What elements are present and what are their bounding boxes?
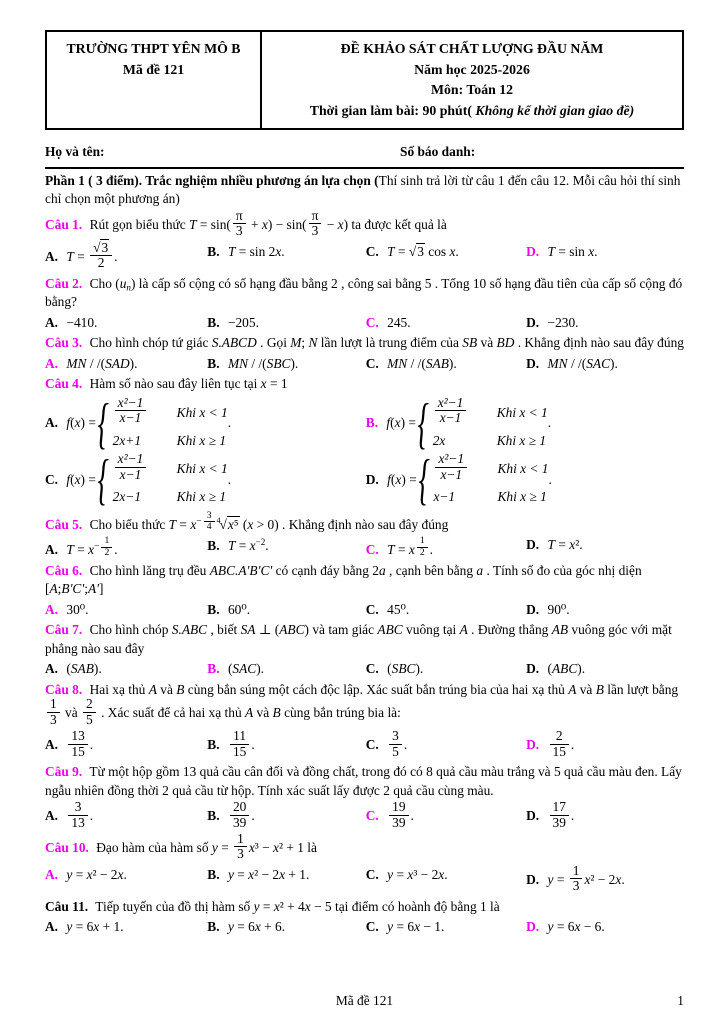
question-number: Câu 1. bbox=[45, 216, 83, 232]
option-A bbox=[45, 660, 207, 679]
option-D bbox=[526, 862, 684, 896]
page-footer bbox=[45, 992, 684, 1011]
option-A bbox=[45, 866, 207, 896]
option-formula: y = 6x + 1. bbox=[66, 919, 124, 935]
option-B bbox=[207, 601, 365, 620]
option-letter: A. bbox=[45, 355, 59, 371]
school-block bbox=[47, 32, 262, 128]
question-statement bbox=[45, 681, 684, 729]
option-formula: T = sin x. bbox=[547, 243, 598, 259]
option-formula: T = sin 2x. bbox=[227, 243, 285, 259]
option-D bbox=[526, 243, 684, 273]
question-number: Câu 5. bbox=[45, 516, 83, 532]
option-C bbox=[366, 314, 526, 333]
option-C bbox=[366, 601, 526, 620]
question-number: Câu 11. bbox=[45, 898, 89, 914]
option-letter: D. bbox=[526, 537, 540, 553]
option-letter: C. bbox=[365, 601, 379, 617]
option-B bbox=[207, 536, 365, 559]
option-letter: D. bbox=[526, 243, 540, 259]
question-5 bbox=[45, 511, 684, 560]
option-A bbox=[45, 239, 207, 273]
question-6 bbox=[45, 562, 684, 620]
option-formula: 90⁰. bbox=[547, 601, 570, 617]
option-letter: C. bbox=[45, 471, 59, 487]
option-letter: A. bbox=[45, 542, 59, 558]
option-B bbox=[207, 243, 365, 273]
question-statement bbox=[45, 831, 684, 864]
option-formula: y = $\frac{1}{3}$ x² − 2x. bbox=[547, 862, 625, 894]
question-statement bbox=[45, 334, 684, 353]
option-letter: C. bbox=[365, 661, 379, 677]
question-8 bbox=[45, 681, 684, 761]
option-letter: D. bbox=[526, 737, 540, 753]
option-letter: C. bbox=[365, 243, 379, 259]
options bbox=[45, 536, 684, 559]
student-id-label: Số báo danh: bbox=[400, 143, 476, 159]
option-letter: B. bbox=[207, 737, 220, 753]
option-formula: (SAB). bbox=[66, 661, 102, 677]
option-formula: y = 6x − 6. bbox=[547, 919, 605, 935]
options bbox=[45, 355, 684, 374]
option-formula: $\frac{2}{15}$ . bbox=[548, 737, 575, 752]
option-letter: B. bbox=[207, 919, 220, 935]
option-formula: f(x) = { $\frac{\text{x²−1}}{x-1}$ Khi x < 1 x−1 Khi x ≥ 1 . bbox=[387, 449, 552, 512]
part1-heading-bold: Phần 1 ( 3 điểm). Trắc nghiệm nhiều phương án lựa chọn ( bbox=[45, 172, 379, 188]
question-statement bbox=[45, 621, 684, 658]
exam-header bbox=[45, 30, 684, 130]
option-A bbox=[45, 601, 207, 620]
option-letter: B. bbox=[207, 538, 220, 554]
questions-list bbox=[45, 207, 684, 937]
option-formula: −410. bbox=[66, 314, 98, 330]
options bbox=[45, 392, 684, 512]
options bbox=[45, 862, 684, 896]
question-text: Hai xạ thủ A và B cùng bắn súng một cách độc lập. Xác suất bắn trúng bia của hai xạ thủ A và B lần lượt bằng $\frac{1}{3}$ và $\frac{2}{5}$ . Xác suất để cả hai xạ thủ A và B cùng bắn trúng bia là: bbox=[45, 682, 678, 721]
question-text: Hàm số nào sau đây liên tục tại x = 1 bbox=[89, 376, 288, 392]
option-letter: A. bbox=[45, 737, 59, 753]
option-formula: y = x³ − 2x. bbox=[387, 866, 448, 882]
question-statement bbox=[45, 763, 684, 800]
option-formula: MN / /(SBC). bbox=[227, 355, 299, 371]
option-C bbox=[366, 866, 526, 896]
question-number: Câu 9. bbox=[45, 764, 83, 780]
option-formula: (SAC). bbox=[227, 661, 265, 677]
option-formula: MN / /(SAB). bbox=[387, 355, 457, 371]
exam-title: ĐỀ KHẢO SÁT CHẤT LƯỢNG ĐẦU NĂM bbox=[340, 41, 604, 56]
question-text: Cho biểu thức $T = x^{- \frac{3}{4}}$ $^4$√x⁵ (x > 0) . Khẳng định nào sau đây đúng bbox=[89, 509, 449, 533]
option-D bbox=[526, 355, 684, 374]
question-number: Câu 7. bbox=[45, 622, 83, 638]
option-letter: D. bbox=[365, 471, 379, 487]
question-3 bbox=[45, 334, 684, 373]
header-divider bbox=[45, 167, 684, 169]
footer-page-number: 1 bbox=[677, 992, 684, 1008]
subject: Môn: Toán 12 bbox=[430, 82, 514, 98]
option-A bbox=[45, 918, 207, 937]
duration-line bbox=[268, 101, 676, 122]
school-year: Năm học 2025-2026 bbox=[414, 61, 530, 77]
option-A bbox=[45, 314, 207, 333]
option-formula: $T = x^{- \frac{1}{2}}$ . bbox=[66, 535, 118, 558]
option-C bbox=[366, 355, 526, 374]
question-2 bbox=[45, 275, 684, 333]
option-formula: y = 6x − 1. bbox=[387, 919, 445, 935]
option-formula: MN / /(SAD). bbox=[66, 355, 138, 371]
option-formula: MN / /(SAC). bbox=[547, 355, 618, 371]
option-B bbox=[207, 918, 365, 937]
options bbox=[45, 239, 684, 273]
option-letter: C. bbox=[365, 314, 379, 330]
question-text: Rút gọn biểu thức T = sin( $\frac{\pi}{3}$ + x) − sin( $\frac{\pi}{3}$ − x) ta được kết quả là bbox=[89, 207, 447, 239]
option-D bbox=[526, 728, 684, 761]
question-1 bbox=[45, 207, 684, 273]
question-text: Cho hình chóp S.ABC , biết SA ⊥ (ABC) và tam giác ABC vuông tại A . Đường thẳng AB vuông góc với mặt phẳng nào sau đây bbox=[45, 622, 672, 656]
option-letter: C. bbox=[365, 808, 379, 824]
option-D bbox=[526, 918, 684, 937]
option-formula: $\frac{20}{39}$ . bbox=[228, 808, 255, 823]
question-number: Câu 4. bbox=[45, 376, 83, 392]
option-formula: $\frac{11}{15}$ . bbox=[228, 737, 255, 752]
option-letter: B. bbox=[207, 601, 220, 617]
option-letter: C. bbox=[365, 737, 379, 753]
option-letter: C. bbox=[365, 355, 379, 371]
options bbox=[45, 728, 684, 761]
option-A bbox=[45, 728, 207, 761]
option-A bbox=[45, 536, 207, 559]
option-A bbox=[45, 392, 366, 455]
option-letter: C. bbox=[365, 542, 379, 558]
question-number: Câu 3. bbox=[45, 335, 83, 351]
option-formula: −230. bbox=[547, 314, 579, 330]
options bbox=[45, 314, 684, 333]
option-formula: y = x² − 2x + 1. bbox=[227, 866, 310, 882]
question-9 bbox=[45, 763, 684, 832]
option-letter: D. bbox=[526, 919, 540, 935]
question-text: Đạo hàm của hàm số y = $\frac{1}{3}$ x³ − x² + 1 là bbox=[96, 831, 317, 862]
option-letter: B. bbox=[207, 808, 220, 824]
option-A bbox=[45, 355, 207, 374]
question-number: Câu 8. bbox=[45, 681, 83, 697]
question-text: Từ một hộp gồm 13 quả cầu cân đối và đồng chất, trong đó có 8 quả cầu màu trắng và 5 quả cầu màu đen. Lấy ngẫu nhiên đồng thời 2 quả cầu từ hộp. Tính xác suất lấy được 2 quả cầu cùng màu. bbox=[45, 764, 682, 798]
option-formula: (SBC). bbox=[387, 661, 424, 677]
option-formula: y = x² − 2x. bbox=[66, 866, 127, 882]
option-letter: C. bbox=[365, 866, 379, 882]
option-formula: y = 6x + 6. bbox=[227, 919, 286, 935]
options bbox=[45, 660, 684, 679]
option-letter: B. bbox=[207, 314, 220, 330]
option-formula: $\frac{3}{5}$ . bbox=[387, 737, 407, 752]
option-B bbox=[365, 392, 684, 455]
option-D bbox=[526, 314, 684, 333]
option-formula: $\frac{3}{13}$ . bbox=[66, 808, 93, 823]
exam-title-block bbox=[262, 32, 682, 128]
option-formula: 245. bbox=[387, 314, 411, 330]
option-formula: $\frac{19}{39}$ . bbox=[387, 808, 414, 823]
option-C bbox=[366, 536, 526, 559]
option-formula: f(x) = { $\frac{\text{x²−1}}{x-1}$ Khi x < 1 2x−1 Khi x ≥ 1 . bbox=[66, 449, 232, 512]
option-letter: B. bbox=[207, 866, 220, 882]
option-letter: D. bbox=[526, 355, 540, 371]
option-C bbox=[365, 799, 526, 832]
question-text: Cho hình lăng trụ đều ABC.A'B'C' có cạnh đáy bằng 2a , cạnh bên bằng a . Tính số đo của góc nhị diện [A;B'C';A'] bbox=[45, 562, 642, 597]
option-letter: A. bbox=[45, 601, 59, 617]
question-number: Câu 10. bbox=[45, 840, 89, 856]
option-C bbox=[366, 243, 526, 273]
option-formula: $T = x^{-2}$. bbox=[227, 537, 269, 554]
question-number: Câu 2. bbox=[45, 275, 83, 291]
option-C bbox=[366, 918, 526, 937]
option-letter: B. bbox=[207, 243, 220, 259]
option-letter: D. bbox=[526, 808, 540, 824]
option-letter: A. bbox=[45, 248, 59, 264]
option-letter: B. bbox=[207, 661, 220, 677]
question-statement bbox=[45, 562, 684, 599]
option-letter: A. bbox=[45, 661, 59, 677]
option-letter: D. bbox=[526, 661, 540, 677]
option-formula: −205. bbox=[227, 314, 259, 330]
option-D bbox=[365, 449, 684, 512]
option-formula: $\frac{13}{15}$ . bbox=[66, 737, 93, 752]
options bbox=[45, 918, 684, 937]
option-formula: T = √3 cos x. bbox=[387, 243, 459, 259]
options bbox=[45, 799, 684, 832]
option-letter: A. bbox=[45, 866, 59, 882]
option-formula: T = x $^{\frac{1}{2}}$ . bbox=[387, 535, 433, 558]
question-text: Cho $(u_n)$ là cấp số cộng có số hạng đầu bằng 2 , công sai bằng 5 . Tổng 10 số hạng đầu tiên của cấp số cộng đó bằng? bbox=[45, 275, 683, 310]
option-letter: A. bbox=[45, 808, 59, 824]
option-C bbox=[365, 728, 526, 761]
option-B bbox=[207, 355, 365, 374]
option-letter: A. bbox=[45, 415, 59, 431]
option-D bbox=[526, 536, 684, 559]
option-letter: D. bbox=[526, 872, 540, 887]
option-C bbox=[45, 449, 366, 512]
option-B bbox=[207, 866, 365, 896]
option-formula: f(x) = { $\frac{\text{x²−1}}{x-1}$ Khi x < 1 2x+1 Khi x ≥ 1 . bbox=[66, 392, 232, 455]
option-formula: T = $\frac{√3}{2}$ . bbox=[66, 239, 118, 271]
option-D bbox=[526, 799, 684, 832]
option-formula: T = x². bbox=[547, 537, 583, 553]
student-name-label: Họ và tên: bbox=[45, 143, 105, 159]
duration-text: Thời gian làm bài: 90 phút( bbox=[309, 103, 472, 119]
option-formula: (ABC). bbox=[547, 661, 586, 677]
school-name: TRƯỜNG THPT YÊN MÔ B bbox=[66, 41, 241, 56]
option-B bbox=[207, 799, 365, 832]
option-letter: A. bbox=[45, 314, 59, 330]
question-statement bbox=[45, 511, 684, 534]
question-statement bbox=[45, 898, 684, 917]
option-D bbox=[526, 601, 684, 620]
option-formula: 45⁰. bbox=[387, 601, 410, 617]
option-letter: A. bbox=[45, 919, 59, 935]
question-statement bbox=[45, 207, 684, 241]
question-text: Tiếp tuyến của đồ thị hàm số y = x² + 4x − 5 tại điểm có hoành độ bằng 1 là bbox=[95, 898, 500, 914]
question-4 bbox=[45, 375, 684, 512]
option-B bbox=[207, 314, 365, 333]
option-formula: $\frac{17}{39}$ . bbox=[548, 808, 575, 823]
question-11 bbox=[45, 898, 684, 937]
option-letter: B. bbox=[365, 415, 379, 431]
student-info-row bbox=[45, 143, 684, 162]
question-number: Câu 6. bbox=[45, 562, 83, 578]
question-statement bbox=[45, 275, 684, 312]
option-formula: 30⁰. bbox=[66, 601, 89, 617]
options bbox=[45, 601, 684, 620]
option-D bbox=[526, 660, 684, 679]
duration-note: Không kể thời gian giao đề) bbox=[471, 103, 635, 119]
option-B bbox=[207, 660, 365, 679]
option-B bbox=[207, 728, 365, 761]
option-letter: C. bbox=[365, 919, 379, 935]
option-formula: f(x) = { $\frac{\text{x²−1}}{x-1}$ Khi x < 1 2x Khi x ≥ 1 . bbox=[386, 392, 552, 455]
option-letter: D. bbox=[526, 314, 540, 330]
footer-exam-code: Mã đề 121 bbox=[335, 992, 394, 1008]
question-text: Cho hình chóp tứ giác S.ABCD . Gọi M; N lần lượt là trung điểm của SB và BD . Khẳng định nào sau đây đúng bbox=[89, 335, 684, 351]
option-A bbox=[45, 799, 207, 832]
option-letter: D. bbox=[526, 601, 540, 617]
option-letter: B. bbox=[207, 355, 220, 371]
question-7 bbox=[45, 621, 684, 679]
part1-heading-note: Thí sinh trả lời từ câu 1 đến câu 12. Mỗi câu hỏi thí sinh chỉ chọn một phương án) bbox=[45, 172, 681, 207]
option-formula: 60⁰. bbox=[227, 601, 251, 617]
question-statement bbox=[45, 375, 684, 394]
question-10 bbox=[45, 831, 684, 896]
part1-heading bbox=[45, 172, 684, 209]
exam-code: Mã đề 121 bbox=[122, 61, 185, 77]
option-C bbox=[366, 660, 526, 679]
